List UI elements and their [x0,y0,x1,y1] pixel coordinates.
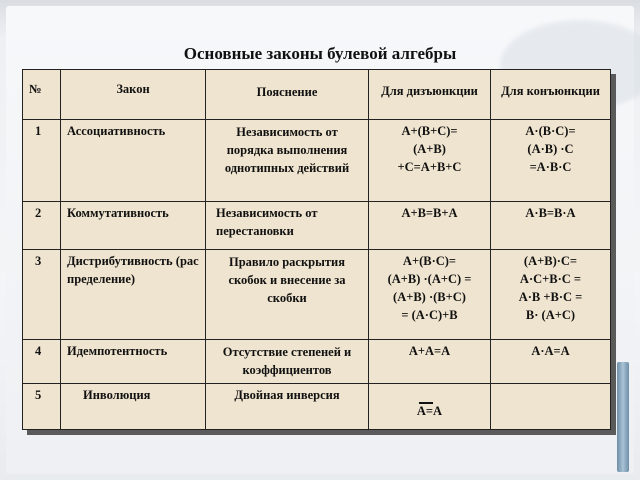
negation-bar [419,402,433,404]
formula-line: (A+B) [413,142,446,156]
table-header-row [23,70,611,120]
row-explanation: Отсутствие степеней и коэффициентов [206,340,369,384]
header-law: Закон [61,70,206,120]
row-explanation: Двойная инверсия [206,384,369,430]
table-row [23,384,611,430]
row-conjunction [491,384,611,430]
formula-line: (A+B)·C= [523,254,578,268]
row-disjunction [369,384,491,430]
formula-line: (A·B) ·C [527,142,574,156]
formula-line: =A·B·C [529,160,572,174]
header-explanation: Пояснение [206,70,369,120]
row-conjunction: A·A=A [491,340,611,384]
row-explanation: Правило раскрытия скобок и внесение за скобки [206,250,369,340]
formula-line: A·C+B·C = [519,272,582,286]
formula-line: = (A·C)+B [401,308,458,322]
page-title: Основные законы булевой алгебры [183,44,457,63]
formula-line: B· (A+C) [525,308,576,322]
decor-bar [617,362,629,472]
table-row [23,120,611,202]
formula-line: A+(B·C)= [402,254,457,268]
row-law: Инволюция [61,384,206,430]
row-disjunction: A+A=A [369,340,491,384]
row-num: 3 [23,250,61,340]
header-num: № [23,70,61,120]
formula-line: A·(B·C)= [525,124,576,138]
row-conjunction: A·B=B·A [491,202,611,250]
row-num: 5 [23,384,61,430]
table-row [23,250,611,340]
row-law: Ассоциативность [61,120,206,202]
row-law: Коммутативность [61,202,206,250]
row-explanation: Независимость от перестановки [206,202,369,250]
row-explanation: Независимость от порядка выполнения однотипных действий [206,120,369,202]
header-disjunction: Для дизъюнкции [369,70,491,120]
row-law: Дистрибутивность (распределение) [61,250,206,340]
table-row [23,340,611,384]
laws-table [22,69,611,430]
row-disjunction [369,120,491,202]
row-disjunction: A+B=B+A [369,202,491,250]
row-num: 4 [23,340,61,384]
formula-line: (A+B) ·(B+C) [393,290,466,304]
formula-line: A+(B+C)= [401,124,458,138]
formula-line: A·B +B·C = [518,290,583,304]
row-law: Идемпотентность [61,340,206,384]
formula-line: (A+B) ·(A+C) = [387,272,472,286]
row-conjunction [491,120,611,202]
table-row [23,202,611,250]
formula-line: A=A [416,404,443,418]
row-conjunction [491,250,611,340]
row-num: 2 [23,202,61,250]
header-conjunction: Для конъюнкции [491,70,611,120]
row-num: 1 [23,120,61,202]
row-disjunction [369,250,491,340]
laws-table-wrap [22,69,611,430]
formula-line: +C=A+B+C [397,160,462,174]
